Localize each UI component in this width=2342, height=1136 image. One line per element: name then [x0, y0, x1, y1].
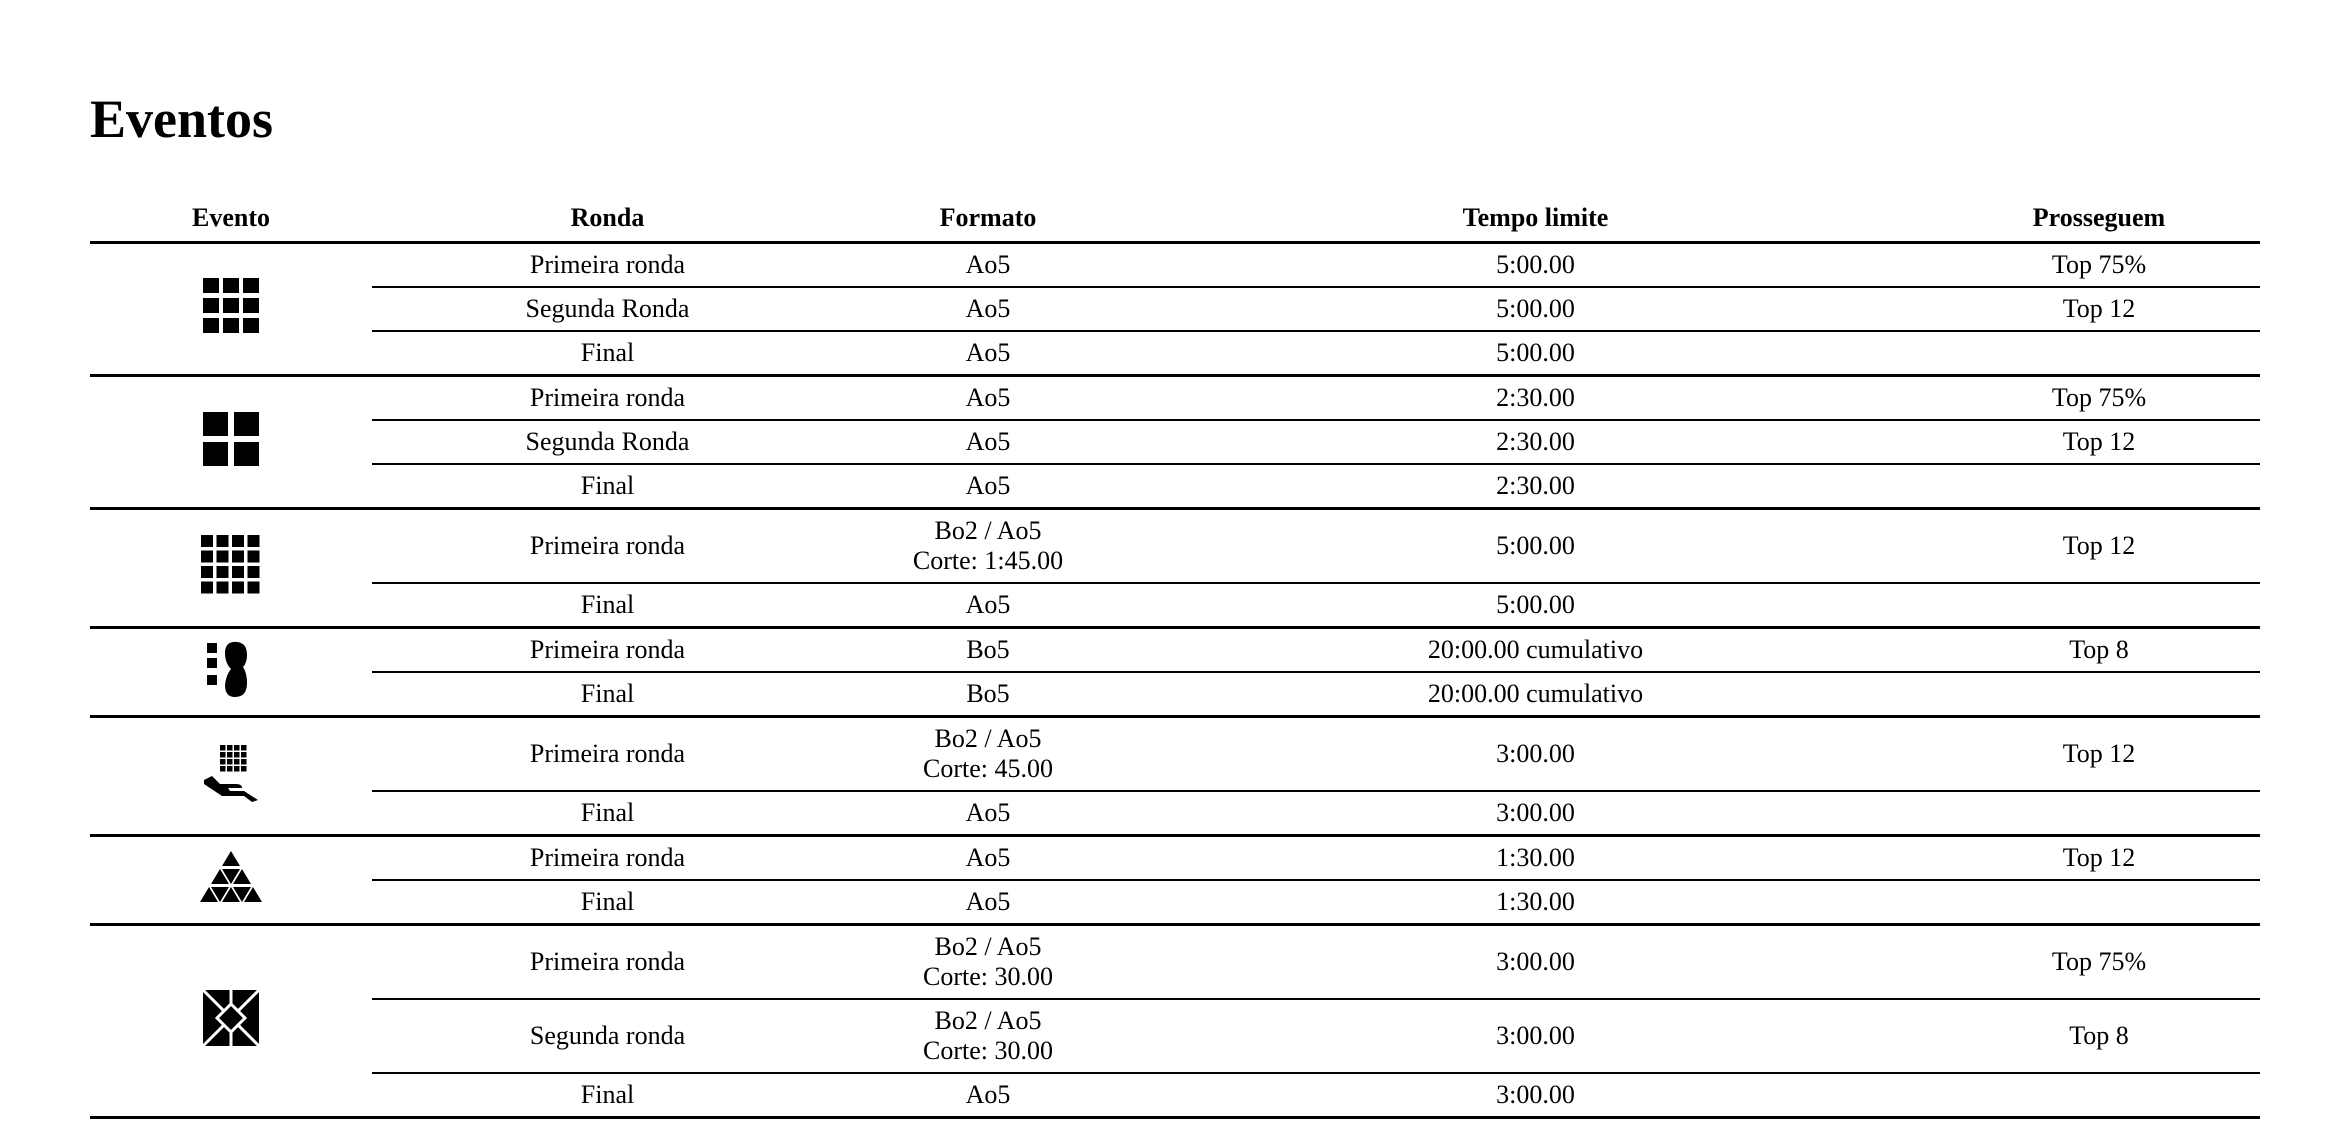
format-line: Ao5	[965, 427, 1011, 456]
proceed-cell	[1938, 672, 2260, 717]
proceed-cell: Top 75%	[1938, 243, 2260, 288]
format-line: Ao5	[965, 250, 1011, 279]
format-cell	[843, 420, 1133, 464]
round-cell: Primeira ronda	[372, 925, 843, 1000]
header-event: Evento	[90, 195, 372, 243]
header-time-limit: Tempo limite	[1133, 195, 1938, 243]
table-row	[90, 925, 2260, 1000]
round-cell: Primeira ronda	[372, 717, 843, 792]
format-cell	[843, 880, 1133, 925]
page-title: Eventos	[90, 89, 274, 149]
format-cell	[843, 243, 1133, 288]
round-cell: Final	[372, 1073, 843, 1118]
time-limit-cell: 5:00.00	[1133, 509, 1938, 584]
event-cell	[90, 836, 372, 925]
table-header-row	[90, 195, 2260, 243]
format-line: Bo2 / Ao5	[934, 724, 1042, 753]
format-cell	[843, 331, 1133, 376]
time-limit-cell: 5:00.00	[1133, 331, 1938, 376]
time-limit-cell: 3:00.00	[1133, 1073, 1938, 1118]
format-line: Ao5	[965, 590, 1011, 619]
format-cell	[843, 925, 1133, 1000]
format-cell	[843, 836, 1133, 881]
time-limit-cell: 2:30.00	[1133, 464, 1938, 509]
time-limit-cell: 5:00.00	[1133, 287, 1938, 331]
table-row	[90, 717, 2260, 792]
time-limit-cell: 3:00.00	[1133, 717, 1938, 792]
table-row	[90, 1073, 2260, 1118]
proceed-cell	[1938, 331, 2260, 376]
format-line: Ao5	[965, 798, 1011, 827]
format-cell	[843, 672, 1133, 717]
format-cell	[843, 509, 1133, 584]
format-line: Ao5	[965, 338, 1011, 367]
table-row	[90, 836, 2260, 881]
format-line: Bo2 / Ao5	[934, 1006, 1042, 1035]
round-cell: Final	[372, 880, 843, 925]
proceed-cell: Top 8	[1938, 999, 2260, 1073]
time-limit-cell: 20:00.00 cumulativo	[1133, 672, 1938, 717]
proceed-cell: Top 12	[1938, 420, 2260, 464]
format-line: Ao5	[965, 843, 1011, 872]
format-line: Bo2 / Ao5	[934, 932, 1042, 961]
proceed-cell	[1938, 1073, 2260, 1118]
event-cell	[90, 376, 372, 509]
round-cell: Primeira ronda	[372, 509, 843, 584]
proceed-cell: Top 12	[1938, 509, 2260, 584]
event-cell	[90, 628, 372, 717]
round-cell: Segunda Ronda	[372, 420, 843, 464]
events-table	[90, 195, 2260, 1119]
time-limit-cell: 1:30.00	[1133, 836, 1938, 881]
format-cell	[843, 717, 1133, 792]
round-cell: Primeira ronda	[372, 628, 843, 673]
table-row	[90, 464, 2260, 509]
event-cell	[90, 925, 372, 1118]
format-cell	[843, 628, 1133, 673]
table-row	[90, 287, 2260, 331]
round-cell: Primeira ronda	[372, 836, 843, 881]
cube-3x3-icon	[201, 276, 261, 343]
table-row	[90, 509, 2260, 584]
format-cell	[843, 287, 1133, 331]
format-line: Ao5	[965, 1080, 1011, 1109]
format-line: Ao5	[965, 294, 1011, 323]
header-round: Ronda	[372, 195, 843, 243]
time-limit-cell: 20:00.00 cumulativo	[1133, 628, 1938, 673]
format-line: Bo5	[966, 679, 1010, 708]
format-line: Bo5	[966, 635, 1010, 664]
format-line: Bo2 / Ao5	[934, 516, 1042, 545]
time-limit-cell: 2:30.00	[1133, 420, 1938, 464]
format-cell	[843, 791, 1133, 836]
time-limit-cell: 5:00.00	[1133, 243, 1938, 288]
round-cell: Final	[372, 672, 843, 717]
table-row	[90, 880, 2260, 925]
table-row	[90, 243, 2260, 288]
round-cell: Final	[372, 791, 843, 836]
format-line: Corte: 1:45.00	[912, 546, 1064, 575]
table-row	[90, 331, 2260, 376]
format-line: Corte: 30.00	[923, 1036, 1053, 1065]
clock-icon	[201, 639, 261, 706]
table-row	[90, 628, 2260, 673]
round-cell: Primeira ronda	[372, 376, 843, 421]
event-cell	[90, 509, 372, 628]
pyraminx-icon	[200, 849, 262, 912]
round-cell: Segunda Ronda	[372, 287, 843, 331]
skewb-icon	[201, 988, 261, 1055]
time-limit-cell: 1:30.00	[1133, 880, 1938, 925]
proceed-cell: Top 12	[1938, 287, 2260, 331]
header-format: Formato	[843, 195, 1133, 243]
format-line: Corte: 30.00	[923, 962, 1053, 991]
table-row	[90, 791, 2260, 836]
proceed-cell: Top 75%	[1938, 925, 2260, 1000]
format-cell	[843, 583, 1133, 628]
format-cell	[843, 1073, 1133, 1118]
time-limit-cell: 3:00.00	[1133, 925, 1938, 1000]
time-limit-cell: 2:30.00	[1133, 376, 1938, 421]
round-cell: Final	[372, 583, 843, 628]
proceed-cell: Top 75%	[1938, 376, 2260, 421]
table-row	[90, 999, 2260, 1073]
format-cell	[843, 376, 1133, 421]
format-line: Corte: 45.00	[923, 754, 1053, 783]
event-cell	[90, 243, 372, 376]
format-line: Ao5	[965, 887, 1011, 916]
cube-4x4-icon	[200, 534, 262, 603]
one-handed-icon	[200, 742, 262, 811]
proceed-cell	[1938, 791, 2260, 836]
format-cell	[843, 999, 1133, 1073]
format-line: Ao5	[965, 383, 1011, 412]
round-cell: Segunda ronda	[372, 999, 843, 1073]
round-cell: Final	[372, 464, 843, 509]
table-row	[90, 672, 2260, 717]
proceed-cell: Top 12	[1938, 717, 2260, 792]
event-cell	[90, 717, 372, 836]
proceed-cell	[1938, 464, 2260, 509]
header-proceed: Prosseguem	[1938, 195, 2260, 243]
format-cell	[843, 464, 1133, 509]
time-limit-cell: 5:00.00	[1133, 583, 1938, 628]
proceed-cell	[1938, 880, 2260, 925]
table-row	[90, 583, 2260, 628]
time-limit-cell: 3:00.00	[1133, 791, 1938, 836]
format-line: Ao5	[965, 471, 1011, 500]
table-row	[90, 376, 2260, 421]
time-limit-cell: 3:00.00	[1133, 999, 1938, 1073]
table-row	[90, 420, 2260, 464]
round-cell: Primeira ronda	[372, 243, 843, 288]
cube-2x2-icon	[201, 409, 261, 476]
proceed-cell: Top 12	[1938, 836, 2260, 881]
proceed-cell	[1938, 583, 2260, 628]
proceed-cell: Top 8	[1938, 628, 2260, 673]
round-cell: Final	[372, 331, 843, 376]
